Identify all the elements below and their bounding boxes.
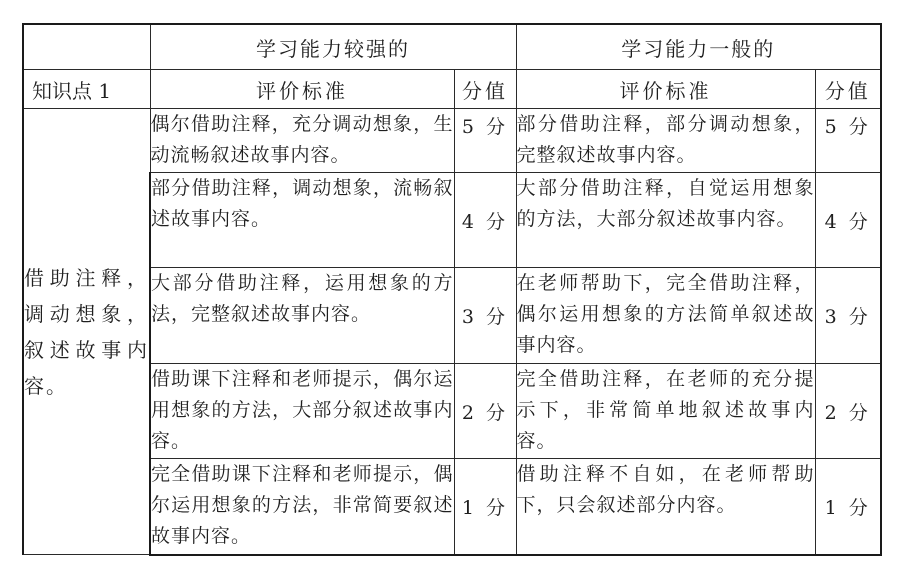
table-row	[23, 109, 881, 173]
strong-score: 4 分	[454, 173, 516, 268]
table-row	[23, 173, 881, 268]
knowledge-point-header: 知识点 1	[23, 70, 150, 109]
strong-score: 5 分	[454, 109, 516, 173]
strong-criteria: 大部分借助注释，运用想象的方法，完整叙述故事内容。	[150, 268, 454, 364]
knowledge-point-text: 借助注释，调动想象，叙述故事内容。	[23, 109, 150, 555]
criteria-header-strong: 评价标准	[150, 70, 454, 109]
average-score: 3 分	[815, 268, 881, 364]
score-header-average: 分值	[815, 70, 881, 109]
average-criteria: 借助注释不自如，在老师帮助下，只会叙述部分内容。	[516, 459, 815, 555]
column-header-row	[23, 70, 881, 109]
strong-criteria: 借助课下注释和老师提示，偶尔运用想象的方法，大部分叙述故事内容。	[150, 364, 454, 459]
strong-score: 1 分	[454, 459, 516, 555]
strong-score: 3 分	[454, 268, 516, 364]
strong-score: 2 分	[454, 364, 516, 459]
table-row	[23, 364, 881, 459]
group-header-average: 学习能力一般的	[516, 24, 881, 70]
strong-criteria: 完全借助课下注释和老师提示，偶尔运用想象的方法，非常简要叙述故事内容。	[150, 459, 454, 555]
strong-criteria: 偶尔借助注释，充分调动想象，生动流畅叙述故事内容。	[150, 109, 454, 173]
corner-cell	[23, 24, 150, 70]
average-score: 4 分	[815, 173, 881, 268]
score-header-strong: 分值	[454, 70, 516, 109]
table-row	[23, 268, 881, 364]
average-score: 1 分	[815, 459, 881, 555]
average-score: 2 分	[815, 364, 881, 459]
average-criteria: 在老师帮助下，完全借助注释，偶尔运用想象的方法简单叙述故事内容。	[516, 268, 815, 364]
strong-criteria: 部分借助注释，调动想象，流畅叙述故事内容。	[150, 173, 454, 268]
average-criteria: 大部分借助注释，自觉运用想象的方法，大部分叙述故事内容。	[516, 173, 815, 268]
group-header-strong: 学习能力较强的	[150, 24, 516, 70]
rubric-table	[22, 23, 882, 556]
table-row	[23, 459, 881, 555]
average-criteria: 部分借助注释，部分调动想象，完整叙述故事内容。	[516, 109, 815, 173]
group-header-row	[23, 24, 881, 70]
rubric-table-wrapper	[22, 23, 880, 556]
average-score: 5 分	[815, 109, 881, 173]
criteria-header-average: 评价标准	[516, 70, 815, 109]
average-criteria: 完全借助注释，在老师的充分提示下，非常简单地叙述故事内容。	[516, 364, 815, 459]
